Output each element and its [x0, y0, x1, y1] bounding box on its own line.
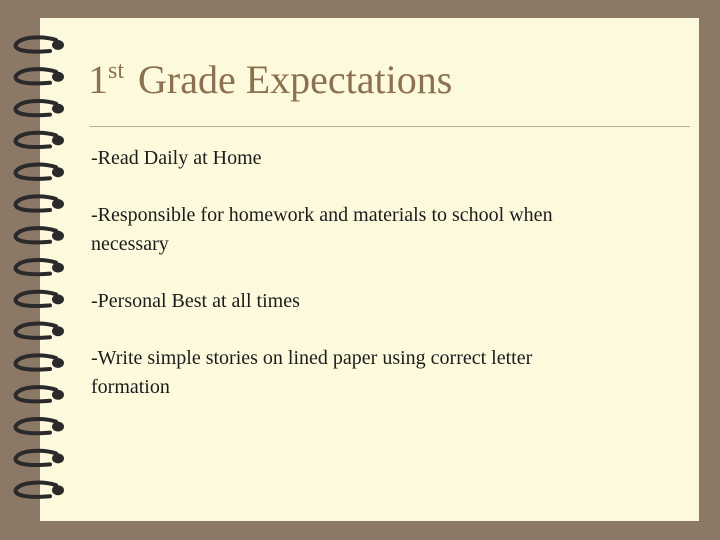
spiral-ring-icon	[16, 324, 64, 338]
title-number: 1	[88, 57, 108, 102]
bullet-item: -Write simple stories on lined paper using correct letter formation	[91, 347, 533, 398]
title-divider	[90, 126, 690, 127]
spiral-ring-icon	[16, 292, 64, 306]
slide-title	[88, 57, 453, 102]
spiral-ring-icon	[16, 355, 64, 369]
bullet-item: -Responsible for homework and materials to school when necessary	[91, 204, 553, 255]
spiral-binding-icon	[0, 0, 80, 540]
spiral-ring-icon	[16, 228, 64, 242]
spiral-ring-icon	[16, 451, 64, 465]
spiral-ring-icon	[16, 101, 64, 115]
title-text: Grade Expectations	[138, 57, 453, 102]
notebook-page	[40, 18, 699, 521]
bullet-list	[91, 144, 561, 430]
spiral-ring-icon	[16, 260, 64, 274]
bullet-item: -Personal Best at all times	[91, 290, 300, 312]
spiral-ring-icon	[16, 165, 64, 179]
bullet-item: -Read Daily at Home	[91, 147, 262, 169]
spiral-ring-icon	[16, 37, 64, 51]
spiral-ring-icon	[16, 69, 64, 83]
spiral-ring-icon	[16, 483, 64, 497]
spiral-ring-icon	[16, 133, 64, 147]
spiral-ring-icon	[16, 196, 64, 210]
title-superscript: st	[108, 58, 125, 84]
spiral-ring-icon	[16, 419, 64, 433]
spiral-ring-icon	[16, 387, 64, 401]
